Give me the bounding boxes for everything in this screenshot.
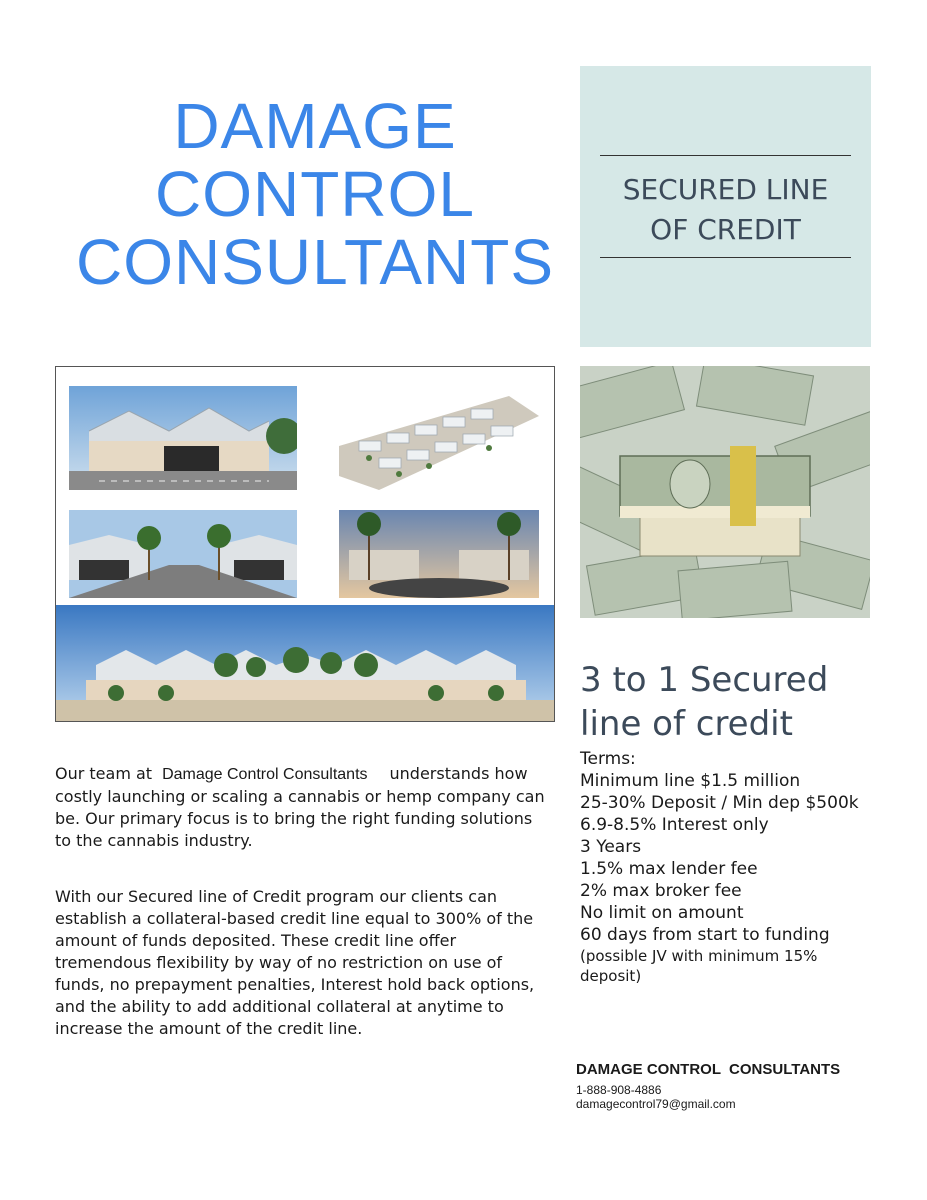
terms-item: 2% max broker fee — [580, 881, 742, 901]
terms-list — [580, 748, 910, 986]
banner-label-line-2: OF CREDIT — [650, 213, 801, 246]
terms-note-line-1: (possible JV with minimum 15% — [580, 947, 818, 965]
banner-bottom-rule — [600, 257, 851, 258]
company-title — [60, 92, 570, 296]
greenhouse-photo-collage — [55, 366, 555, 722]
greenhouse-panorama-photo — [56, 605, 554, 721]
banner-label-line-1: SECURED LINE — [622, 173, 829, 206]
title-line-2: CONTROL — [155, 158, 475, 230]
terms-note-line-2: deposit) — [580, 967, 642, 985]
title-line-1: DAMAGE — [173, 90, 457, 162]
footer-phone: 1-888-908-4886 — [576, 1083, 662, 1097]
footer-email: damagecontrol79@gmail.com — [576, 1097, 736, 1111]
banner-top-rule — [600, 155, 851, 156]
terms-item: 1.5% max lender fee — [580, 859, 758, 879]
terms-item: 60 days from start to funding — [580, 925, 830, 945]
cash-stacks-photo — [580, 366, 870, 618]
terms-item: 6.9-8.5% Interest only — [580, 815, 769, 835]
headline-line-1: 3 to 1 Secured — [580, 660, 829, 700]
footer-company-name: DAMAGE CONTROL CONSULTANTS — [576, 1061, 841, 1078]
intro-paragraph — [55, 763, 545, 852]
program-paragraph: With our Secured line of Credit program our clients can establish a collateral-based credit line equal to 300% of the amount of funds deposited. These credit line offer tremendous flexibility by way of no restriction on use of funds, no prepayment penalties, Interest hold back options, and the ability to add additional collateral at anytime to increase the amount of the credit line. — [55, 887, 535, 1038]
aerial-campus-photo — [339, 386, 539, 490]
terms-item: 3 Years — [580, 837, 642, 857]
terms-item: 25-30% Deposit / Min dep $500k — [580, 793, 859, 813]
entrance-dusk-photo — [339, 510, 539, 598]
banner-label — [580, 170, 871, 250]
terms-item: No limit on amount — [580, 903, 744, 923]
terms-item: Minimum line $1.5 million — [580, 771, 801, 791]
terms-heading: Terms: — [580, 749, 636, 769]
secured-credit-banner — [580, 66, 871, 347]
offer-headline — [580, 658, 910, 746]
intro-company-name: Damage Control Consultants — [162, 766, 368, 783]
title-line-3: CONSULTANTS — [76, 226, 554, 298]
street-palms-photo — [69, 510, 297, 598]
headline-line-2: line of credit — [580, 704, 793, 744]
greenhouse-building-photo — [69, 386, 297, 490]
intro-prefix: Our team at — [55, 764, 153, 783]
intro-rest: understands how costly launching or scaling a cannabis or hemp company can be. Our primary focus is to bring the right funding solutions to the cannabis industry. — [55, 764, 545, 850]
